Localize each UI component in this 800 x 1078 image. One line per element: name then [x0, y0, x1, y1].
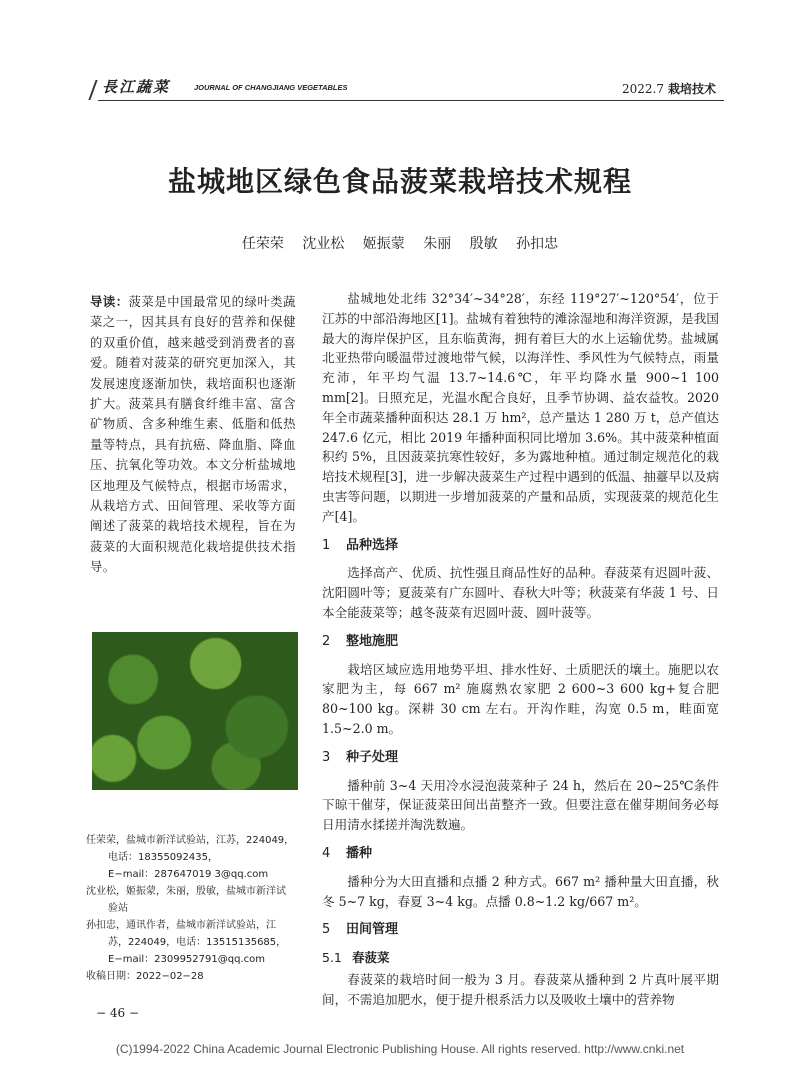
section-paragraph: 播种前 3~4 天用冷水浸泡菠菜种子 24 h，然后在 20~25℃条件下晾干催芽，保证菠菜田间出苗整齐一致。但要注意在催芽期间务必每日用清水揉搓并淘洗数遍。: [322, 777, 719, 833]
author-affiliations: [86, 832, 298, 985]
subsection-title: 春菠菜: [352, 950, 390, 966]
article-title: 盐城地区绿色食品菠菜栽培技术规程: [167, 165, 632, 198]
section-number: 2: [322, 633, 331, 649]
section-title: 田间管理: [346, 922, 399, 938]
section-number: 4: [322, 845, 331, 861]
section-number: 1: [322, 537, 331, 553]
page-number: − 46 −: [96, 1006, 140, 1020]
affiliation-line: 孙扣忠，通讯作者，盐城市新洋试验站，江: [86, 920, 276, 931]
affiliation-line: 苏，224049，电话：13515135685，: [108, 937, 287, 948]
column-name: 栽培技术: [667, 82, 716, 96]
running-header: [74, 78, 724, 100]
abstract-text: 菠菜是中国最常见的绿叶类蔬菜之一，因其具有良好的营养和保健的双重价值，越来越受到消费者的喜爱。随着对菠菜的研究更加深入，其发展速度逐渐加快，栽培面积也逐渐扩大。菠菜具有膳食纤维丰富、富含矿物质、含多种维生素、低脂和低热量等特点，具有抗癌、降血脂、降血压、抗氧化等功效。本文分析盐城地区地理及气候特点，根据市场需求，从栽培方式、田间管理、采收等方面阐述了菠菜的栽培技术规程，旨在为菠菜的大面积规范化栽培提供技术指导。: [90, 295, 296, 575]
intro-paragraph: 盐城地处北纬 32°34′~34°28′，东经 119°27′~120°54′，位于江苏的中部沿海地区[1]。盐城有着独特的滩涂湿地和海洋资源，是我国最大的海岸保护区，且东临黄海，拥有着巨大的水上运输优势。盐城属北亚热带向暖温带过渡地带气候，以海洋性、季风性为气候特点，雨量充沛，年平均气温 13.7~14.6℃，年平均降水量 900~1 100 mm[2]。日照充足，光温水配合良好，且季节协调、益农益牧。2020 年全市蔬菜播种面积达 28.1 万 hm²，总产量达 1 280 万 t，总产值达 247.6 亿元，相比 2019 年播种面积同比增加 3.6%。其中菠菜种植面积约 5%，且因菠菜抗寒性较好，多为露地种植。通过制定规范化的栽培技术规程[3]，进一步解决菠菜生产过程中遇到的低温、抽薹早以及病虫害等问题，以期进一步增加菠菜的产量和品质，实现菠菜的规范化生产[4]。: [322, 291, 719, 524]
section-heading: [322, 920, 719, 940]
section-title: 种子处理: [346, 749, 399, 765]
spinach-photo: [92, 632, 298, 790]
received-date: 收稿日期：2022−02−28: [86, 971, 204, 982]
section-paragraph: 栽培区域应选用地势平坦、排水性好、土质肥沃的壤土。施肥以农家肥为主，每 667 m² 施腐熟农家肥 2 600~3 600 kg+复合肥 80~100 kg。深耕 30 cm 左右。开沟作畦，沟宽 0.5 m，畦面宽 1.5~2.0 m。: [322, 661, 719, 736]
issue-info: [622, 80, 716, 97]
copyright-footer: (C)1994-2022 China Academic Journal Electronic Publishing House. All rights reserved. http://www.cnki.net: [115, 1042, 685, 1056]
affiliation-line: 任荣荣，盐城市新洋试验站，江苏，224049，: [86, 835, 295, 846]
section-number: 5: [322, 922, 331, 938]
section-heading: [322, 632, 719, 652]
abstract-label: 导读：: [90, 295, 129, 309]
main-text-column: [322, 289, 719, 1010]
affiliation-line: 验站: [108, 903, 128, 914]
journal-logo: 長江蔬菜: [102, 78, 171, 96]
section-title: 播种: [346, 845, 373, 861]
section-title: 整地施肥: [346, 633, 399, 649]
subsection-heading: [322, 948, 719, 968]
issue-number: 2022.7: [621, 82, 664, 96]
section-number: 3: [322, 749, 331, 765]
subsection-paragraph: 春菠菜的栽培时间一般为 3 月。春菠菜从播种到 2 片真叶展平期间，不需追加肥水，便于提升根系活力以及吸收土壤中的营养物: [322, 971, 719, 1007]
section-heading: [322, 536, 719, 556]
abstract: [90, 292, 296, 578]
affiliation-line: E−mail：287647019 3@qq.com: [108, 869, 269, 880]
affiliation-line: 沈业松，姬振蒙，朱丽，殷敏，盐城市新洋试: [86, 886, 286, 897]
subsection-number: 5.1: [322, 950, 342, 966]
affiliation-line: 电话：18355092435，: [108, 852, 218, 863]
section-paragraph: 播种分为大田直播和点播 2 种方式。667 m² 播种量大田直播，秋冬 5~7 kg，春夏 3~4 kg。点播 0.8~1.2 kg/667 m²。: [322, 873, 719, 909]
section-paragraph: 选择高产、优质、抗性强且商品性好的品种。春菠菜有迟圆叶菠、沈阳圆叶等；夏菠菜有广东圆叶、春秋大叶等；秋菠菜有华菠 1 号、日本全能菠菜等；越冬菠菜有迟圆叶菠、圆叶菠等。: [322, 565, 719, 620]
affiliation-line: E−mail：2309952791@qq.com: [108, 954, 265, 965]
section-heading: [322, 748, 719, 768]
journal-name-en: JOURNAL OF CHANGJIANG VEGETABLES: [194, 83, 348, 92]
header-rule: [98, 100, 724, 101]
author-list: 任荣荣 沈业松 姬振蒙 朱丽 殷敏 孙扣忠: [241, 236, 559, 252]
section-title: 品种选择: [346, 537, 399, 553]
section-heading: [322, 844, 719, 864]
